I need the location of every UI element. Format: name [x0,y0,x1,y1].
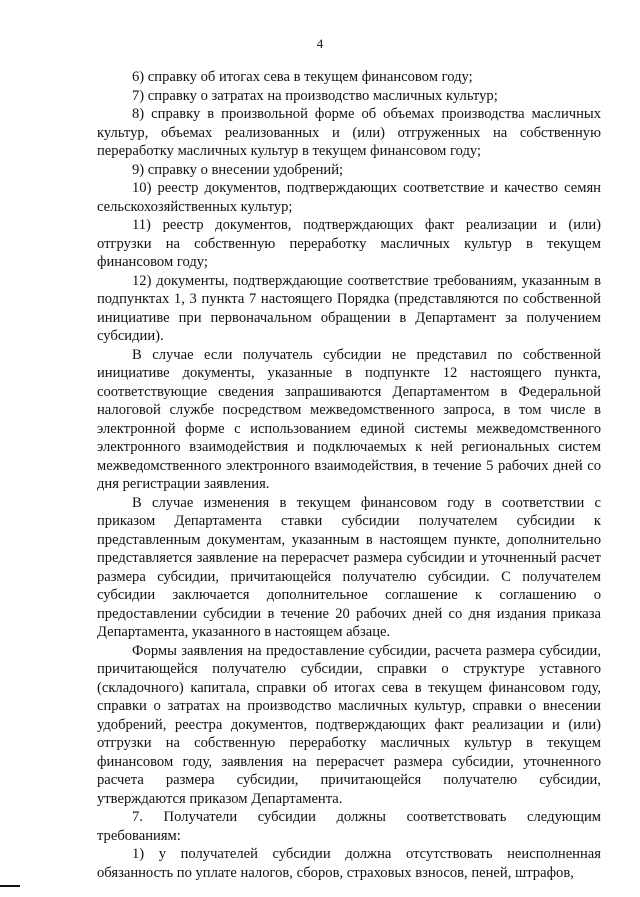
requirement-item-1: 1) у получателей субсидии должна отсутствовать неисполненная обязанность по уплате налогов, сборов, страховых взносов, пеней, штрафов, [97,846,601,881]
list-item-12: 12) документы, подтверждающие соответствие требованиям, указанным в подпунктах 1, 3 пункта 7 настоящего Порядка (представляются по собственной инициативе при первоначальном обращении в Департамент за получением субсидии). [97,272,601,344]
paragraph-rate-change: В случае изменения в текущем финансовом году в соответствии с приказом Департамента ставки субсидии получателем субсидии к представленным документам, указанным в настоящем пункте, дополнительно представляется заявление на перерасчет размера субсидии и уточненный расчет размера субсидии, причитающейся получателю субсидии. С получателем субсидии заключается дополнительное соглашение к соглашению о предоставлении субсидии в течение 20 рабочих дней со дня издания приказа Департамента, указанного в настоящем абзаце. [97,494,601,640]
paragraph-interagency-request: В случае если получатель субсидии не представил по собственной инициативе документы, указанные в подпункте 12 настоящего пункта, соответствующие сведения запрашиваются Департаментом в Федеральной налоговой службе посредством межведомственного запроса, в том числе в электронной форме с использованием единой системы межведомственного электронного взаимодействия и подключаемых к ней региональных систем межведомственного электронного взаимодействия, в течение 5 рабочих дней со дня регистрации заявления. [97,346,601,492]
scan-edge-mark [0,885,20,887]
list-item-8: 8) справку в произвольной форме об объемах производства масличных культур, объемах реализованных и (или) отгруженных на собственную переработку масличных культур в текущем финансовом году; [97,106,601,159]
list-item-10: 10) реестр документов, подтверждающих соответствие и качество семян сельскохозяйственных культур; [97,180,601,215]
paragraph-forms-approval: Формы заявления на предоставление субсидии, расчета размера субсидии, причитающейся получателю субсидии, справки о структуре уставного (складочного) капитала, справки об итогах сева в текущем финансовом году, справки о затратах на производство масличных культур, справки о внесении удобрений, реестра документов, подтверждающих факт реализации и (или) отгрузки на собственную переработку масличных культур в текущем финансовом году, заявления на перерасчет размера субсидии, уточненного расчета размера субсидии, причитающейся получателю субсидии, утверждаются приказом Департамента. [97,642,601,807]
list-item-6: 6) справку об итогах сева в текущем финансовом году; [132,69,473,85]
section-7-heading: 7. Получатели субсидии должны соответствовать следующим требованиям: [97,809,601,844]
list-item-9: 9) справку о внесении удобрений; [132,161,344,178]
list-item-7: 7) справку о затратах на производство масличных культур; [132,87,498,104]
document-body [97,68,601,882]
page-number: 4 [316,36,324,51]
list-item-11: 11) реестр документов, подтверждающих факт реализации и (или) отгрузки на собственную переработку масличных культур в текущем финансовом году; [97,217,601,270]
